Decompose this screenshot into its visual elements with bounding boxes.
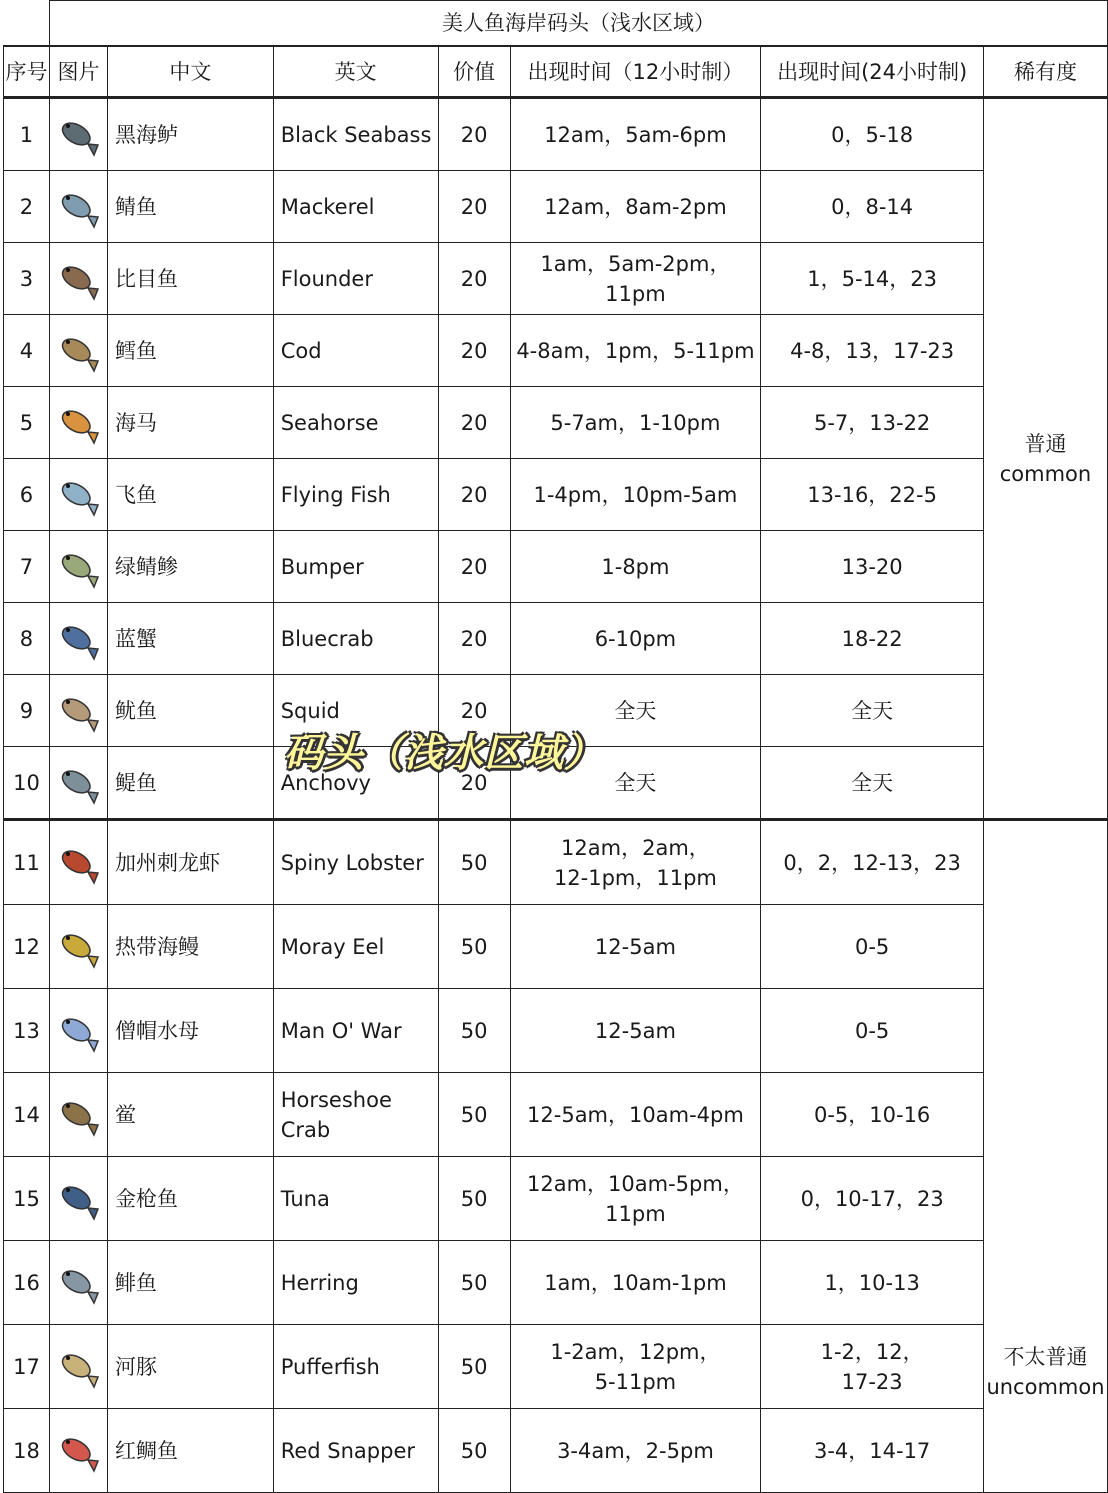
fish-name-en: Pufferfish xyxy=(273,1325,438,1409)
time-24h: 1-2，12， 17-23 xyxy=(761,1325,984,1409)
time-24h: 4-8，13，17-23 xyxy=(761,315,984,387)
fish-value: 50 xyxy=(438,1325,510,1409)
fish-picture-cell xyxy=(49,243,107,315)
row-number: 2 xyxy=(4,171,50,243)
header-time12: 出现时间（12小时制） xyxy=(510,46,761,98)
time-24h: 全天 xyxy=(761,675,984,747)
fish-name-cn: 鳀鱼 xyxy=(107,747,273,820)
watermark-overlay: 码头（浅水区域） xyxy=(284,731,605,776)
fish-name-cn: 金枪鱼 xyxy=(107,1157,273,1241)
fish-value: 50 xyxy=(438,1409,510,1493)
fish-picture-cell xyxy=(49,1157,107,1241)
fish-row xyxy=(4,459,1108,531)
fish-picture-cell xyxy=(49,820,107,905)
bluecrab-icon xyxy=(54,615,102,663)
anchovy-icon xyxy=(54,759,102,807)
squid-icon xyxy=(54,687,102,735)
fish-picture-cell xyxy=(49,171,107,243)
fish-row xyxy=(4,905,1108,989)
red-snapper-icon xyxy=(54,1427,102,1475)
black-seabass-icon xyxy=(54,111,102,159)
time-24h: 1，5-14，23 xyxy=(761,243,984,315)
fish-value: 50 xyxy=(438,1073,510,1157)
rarity-uncommon-en: uncommon xyxy=(986,1375,1105,1399)
rarity-common-en: common xyxy=(999,461,1092,486)
time-12h: 3-4am，2-5pm xyxy=(510,1409,761,1493)
fish-value: 20 xyxy=(438,747,510,820)
time-24h: 0，5-18 xyxy=(761,98,984,171)
fish-name-cn: 绿鲭鲹 xyxy=(107,531,273,603)
row-number: 8 xyxy=(4,603,50,675)
row-number: 4 xyxy=(4,315,50,387)
pufferfish-icon xyxy=(54,1343,102,1391)
fish-row xyxy=(4,243,1108,315)
spiny-lobster-icon xyxy=(54,839,102,887)
time-12h: 全天 xyxy=(510,675,761,747)
fish-picture-cell xyxy=(49,1241,107,1325)
fish-name-en: Seahorse xyxy=(273,387,438,459)
fish-picture-cell xyxy=(49,747,107,820)
fish-name-cn: 鳕鱼 xyxy=(107,315,273,387)
cod-icon xyxy=(54,327,102,375)
row-number: 1 xyxy=(4,98,50,171)
fish-name-cn: 鲭鱼 xyxy=(107,171,273,243)
time-24h: 1，10-13 xyxy=(761,1241,984,1325)
fish-name-en: Man O' War xyxy=(273,989,438,1073)
fish-name-cn: 比目鱼 xyxy=(107,243,273,315)
horseshoe-crab-icon xyxy=(54,1091,102,1139)
fish-name-en: Bumper xyxy=(273,531,438,603)
header-time24: 出现时间(24小时制) xyxy=(761,46,984,98)
fish-picture-cell xyxy=(49,905,107,989)
fish-name-en: Red Snapper xyxy=(273,1409,438,1493)
header-cn: 中文 xyxy=(107,46,273,98)
fish-name-en: Anchovy xyxy=(273,747,438,820)
fish-row xyxy=(4,387,1108,459)
fish-name-en: Spiny Lobster xyxy=(273,820,438,905)
fish-value: 20 xyxy=(438,171,510,243)
fish-value: 20 xyxy=(438,98,510,171)
fish-name-en: Herring xyxy=(273,1241,438,1325)
header-pic: 图片 xyxy=(49,46,107,98)
time-24h: 18-22 xyxy=(761,603,984,675)
row-number: 5 xyxy=(4,387,50,459)
row-number: 13 xyxy=(4,989,50,1073)
bumper-icon xyxy=(54,543,102,591)
fish-row xyxy=(4,531,1108,603)
fish-value: 20 xyxy=(438,531,510,603)
time-12h: 12-5am，10am-4pm xyxy=(510,1073,761,1157)
fish-row xyxy=(4,989,1108,1073)
fish-name-en: Tuna xyxy=(273,1157,438,1241)
fish-name-en: Mackerel xyxy=(273,171,438,243)
fish-picture-cell xyxy=(49,603,107,675)
fish-name-cn: 鲱鱼 xyxy=(107,1241,273,1325)
row-number: 7 xyxy=(4,531,50,603)
tuna-icon xyxy=(54,1175,102,1223)
mackerel-icon xyxy=(54,183,102,231)
time-24h: 5-7，13-22 xyxy=(761,387,984,459)
time-12h: 12am，8am-2pm xyxy=(510,171,761,243)
fish-row xyxy=(4,1157,1108,1241)
fish-row xyxy=(4,603,1108,675)
fish-picture-cell xyxy=(49,98,107,171)
fish-name-en: Bluecrab xyxy=(273,603,438,675)
time-12h: 1-8pm xyxy=(510,531,761,603)
row-number: 14 xyxy=(4,1073,50,1157)
fish-name-cn: 鱿鱼 xyxy=(107,675,273,747)
time-12h: 全天 xyxy=(510,747,761,820)
fish-name-en: Moray Eel xyxy=(273,905,438,989)
time-12h: 1-4pm，10pm-5am xyxy=(510,459,761,531)
time-12h: 12am，2am， 12-1pm，11pm xyxy=(510,820,761,905)
fish-picture-cell xyxy=(49,315,107,387)
fish-name-en: Flounder xyxy=(273,243,438,315)
time-12h: 1am，5am-2pm， 11pm xyxy=(510,243,761,315)
time-24h: 0，2，12-13，23 xyxy=(761,820,984,905)
time-24h: 0，10-17，23 xyxy=(761,1157,984,1241)
row-number: 3 xyxy=(4,243,50,315)
fish-row xyxy=(4,315,1108,387)
time-12h: 12am，5am-6pm xyxy=(510,98,761,171)
fish-row xyxy=(4,171,1108,243)
table-title: 美人鱼海岸码头（浅水区域） xyxy=(49,1,1107,47)
header-value: 价值 xyxy=(438,46,510,98)
herring-icon xyxy=(54,1259,102,1307)
fish-name-en: Black Seabass xyxy=(273,98,438,171)
row-number: 6 xyxy=(4,459,50,531)
fish-value: 50 xyxy=(438,1241,510,1325)
fish-value: 50 xyxy=(438,820,510,905)
rarity-common xyxy=(983,98,1107,820)
fish-picture-cell xyxy=(49,531,107,603)
rarity-uncommon xyxy=(983,820,1107,1493)
time-12h: 12-5am xyxy=(510,989,761,1073)
fish-name-cn: 热带海鳗 xyxy=(107,905,273,989)
time-12h: 12-5am xyxy=(510,905,761,989)
fish-name-cn: 鲎 xyxy=(107,1073,273,1157)
fish-name-cn: 海马 xyxy=(107,387,273,459)
row-number: 9 xyxy=(4,675,50,747)
fish-picture-cell xyxy=(49,459,107,531)
time-24h: 0-5 xyxy=(761,989,984,1073)
fish-name-cn: 加州刺龙虾 xyxy=(107,820,273,905)
time-24h: 13-16，22-5 xyxy=(761,459,984,531)
fish-name-cn: 红鲷鱼 xyxy=(107,1409,273,1493)
fish-value: 50 xyxy=(438,1157,510,1241)
fish-name-en: Horseshoe Crab xyxy=(273,1073,438,1157)
flying-fish-icon xyxy=(54,471,102,519)
flounder-icon xyxy=(54,255,102,303)
fish-value: 20 xyxy=(438,459,510,531)
time-12h: 12am，10am-5pm， 11pm xyxy=(510,1157,761,1241)
header-rarity: 稀有度 xyxy=(983,46,1107,98)
fish-picture-cell xyxy=(49,989,107,1073)
row-number: 12 xyxy=(4,905,50,989)
header-row xyxy=(4,46,1108,98)
time-24h: 0，8-14 xyxy=(761,171,984,243)
row-number: 11 xyxy=(4,820,50,905)
blank-corner-cell xyxy=(4,1,50,47)
fish-row xyxy=(4,820,1108,905)
header-en: 英文 xyxy=(273,46,438,98)
time-24h: 0-5，10-16 xyxy=(761,1073,984,1157)
moray-eel-icon xyxy=(54,923,102,971)
header-num: 序号 xyxy=(4,46,50,98)
fish-row xyxy=(4,1409,1108,1493)
fish-name-cn: 僧帽水母 xyxy=(107,989,273,1073)
fish-value: 20 xyxy=(438,315,510,387)
fish-name-en: Cod xyxy=(273,315,438,387)
fish-row xyxy=(4,98,1108,171)
fish-value: 20 xyxy=(438,675,510,747)
row-number: 18 xyxy=(4,1409,50,1493)
fish-picture-cell xyxy=(49,1409,107,1493)
fish-picture-cell xyxy=(49,1073,107,1157)
fish-value: 20 xyxy=(438,387,510,459)
time-24h: 全天 xyxy=(761,747,984,820)
man-o-war-icon xyxy=(54,1007,102,1055)
time-12h: 1-2am，12pm， 5-11pm xyxy=(510,1325,761,1409)
fish-name-cn: 河豚 xyxy=(107,1325,273,1409)
fish-name-cn: 蓝蟹 xyxy=(107,603,273,675)
row-number: 16 xyxy=(4,1241,50,1325)
fish-picture-cell xyxy=(49,675,107,747)
seahorse-icon xyxy=(54,399,102,447)
fish-name-cn: 飞鱼 xyxy=(107,459,273,531)
row-number: 10 xyxy=(4,747,50,820)
fish-picture-cell xyxy=(49,1325,107,1409)
row-number: 15 xyxy=(4,1157,50,1241)
fish-name-cn: 黑海鲈 xyxy=(107,98,273,171)
fish-name-en: Flying Fish xyxy=(273,459,438,531)
fish-name-en: Squid xyxy=(273,675,438,747)
fish-value: 50 xyxy=(438,989,510,1073)
fish-value: 50 xyxy=(438,905,510,989)
time-12h: 4-8am，1pm，5-11pm xyxy=(510,315,761,387)
fish-row xyxy=(4,1325,1108,1409)
fish-value: 20 xyxy=(438,243,510,315)
time-24h: 3-4，14-17 xyxy=(761,1409,984,1493)
time-12h: 6-10pm xyxy=(510,603,761,675)
row-number: 17 xyxy=(4,1325,50,1409)
time-24h: 13-20 xyxy=(761,531,984,603)
time-24h: 0-5 xyxy=(761,905,984,989)
time-12h: 5-7am，1-10pm xyxy=(510,387,761,459)
fish-row xyxy=(4,1073,1108,1157)
fish-picture-cell xyxy=(49,387,107,459)
fish-value: 20 xyxy=(438,603,510,675)
time-12h: 1am，10am-1pm xyxy=(510,1241,761,1325)
rarity-common-cn: 普通 xyxy=(1024,431,1067,456)
fish-row xyxy=(4,1241,1108,1325)
rarity-uncommon-cn: 不太普通 xyxy=(1003,1345,1088,1369)
